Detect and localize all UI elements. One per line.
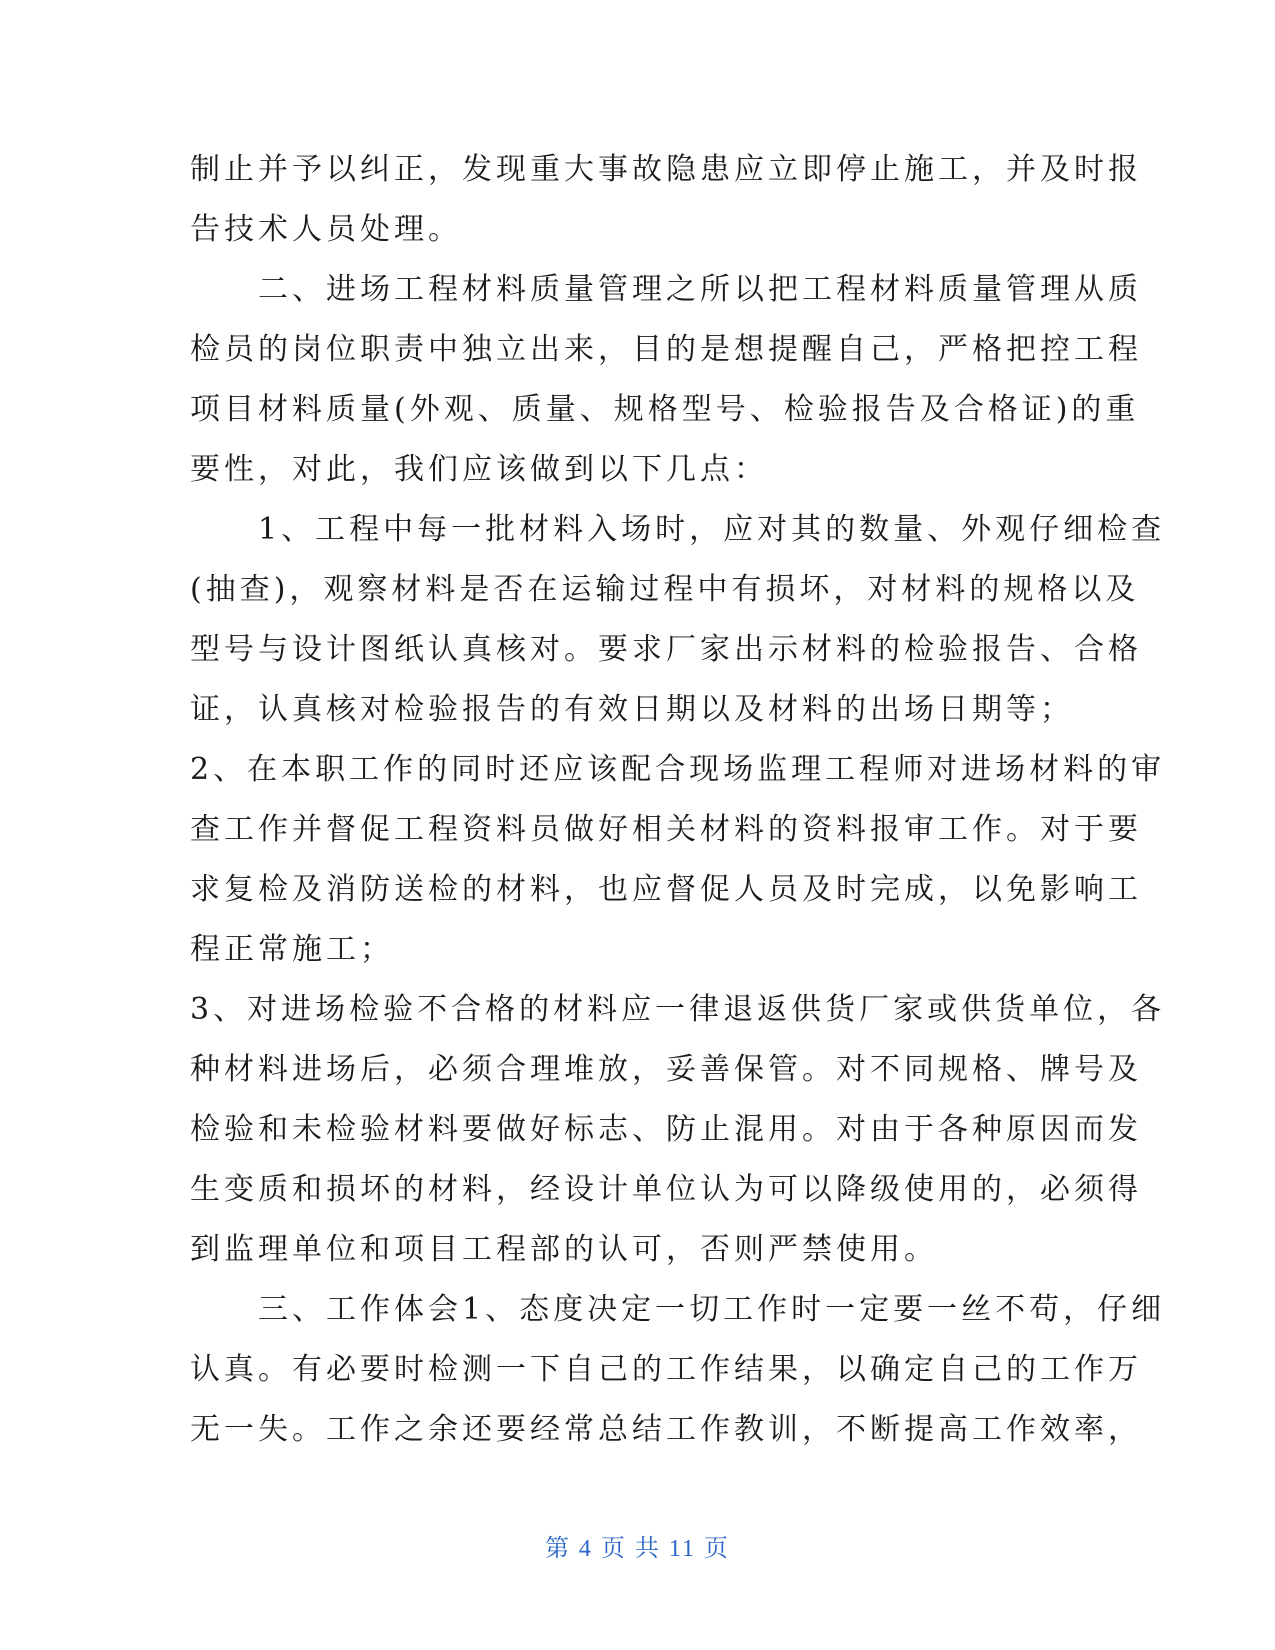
text-line: 型号与设计图纸认真核对。要求厂家出示材料的检验报告、合格 bbox=[190, 632, 1142, 667]
text-line: 告技术人员处理。 bbox=[190, 212, 462, 247]
text-line: 生变质和损坏的材料，经设计单位认为可以降级使用的，必须得 bbox=[190, 1172, 1142, 1207]
text-line: (抽查)，观察材料是否在运输过程中有损坏，对材料的规格以及 bbox=[190, 572, 1140, 607]
text-line: 种材料进场后，必须合理堆放，妥善保管。对不同规格、牌号及 bbox=[190, 1052, 1142, 1087]
text-line: 到监理单位和项目工程部的认可，否则严禁使用。 bbox=[190, 1232, 938, 1267]
text-line: 3、对进场检验不合格的材料应一律退返供货厂家或供货单位，各 bbox=[190, 992, 1166, 1027]
page-number-footer: 第 4 页 共 11 页 bbox=[544, 1536, 731, 1562]
text-line: 求复检及消防送检的材料，也应督促人员及时完成，以免影响工 bbox=[190, 872, 1142, 907]
text-line: 无一失。工作之余还要经常总结工作教训，不断提高工作效率， bbox=[190, 1412, 1142, 1447]
text-line: 检验和未检验材料要做好标志、防止混用。对由于各种原因而发 bbox=[190, 1112, 1142, 1147]
text-line: 检员的岗位职责中独立出来，目的是想提醒自己，严格把控工程 bbox=[190, 332, 1142, 367]
text-line: 认真。有必要时检测一下自己的工作结果，以确定自己的工作万 bbox=[190, 1352, 1142, 1387]
text-line: 三、工作体会1、态度决定一切工作时一定要一丝不苟，仔细 bbox=[190, 1292, 1166, 1327]
text-line: 查工作并督促工程资料员做好相关材料的资料报审工作。对于要 bbox=[190, 812, 1142, 847]
text-line: 二、进场工程材料质量管理之所以把工程材料质量管理从质 bbox=[190, 272, 1142, 307]
document-body bbox=[190, 140, 1166, 1460]
text-line: 程正常施工； bbox=[190, 932, 394, 967]
text-line: 要性，对此，我们应该做到以下几点： bbox=[190, 452, 768, 487]
text-line: 制止并予以纠正，发现重大事故隐患应立即停止施工，并及时报 bbox=[190, 152, 1142, 187]
text-line: 2、在本职工作的同时还应该配合现场监理工程师对进场材料的审 bbox=[190, 752, 1166, 787]
text-line: 证，认真核对检验报告的有效日期以及材料的出场日期等； bbox=[190, 692, 1074, 727]
text-line: 1、工程中每一批材料入场时，应对其的数量、外观仔细检查 bbox=[190, 512, 1166, 547]
text-line: 项目材料质量(外观、质量、规格型号、检验报告及合格证)的重 bbox=[190, 392, 1140, 427]
